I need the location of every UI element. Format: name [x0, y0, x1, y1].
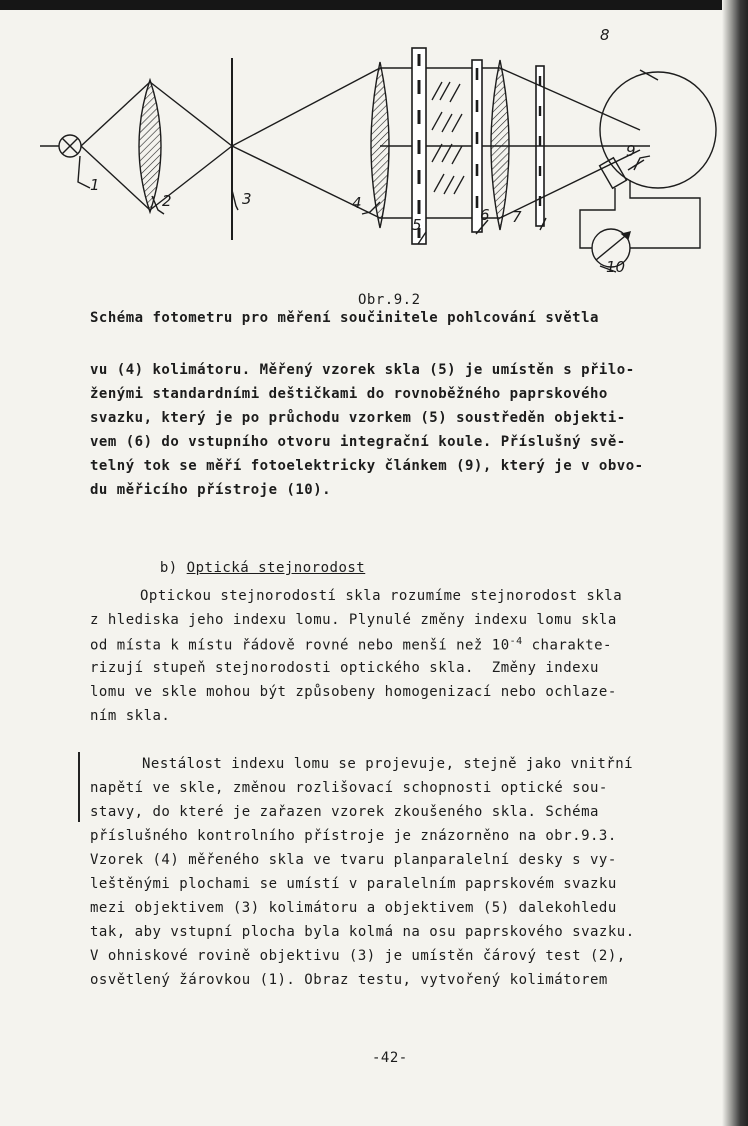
text-line	[90, 636, 612, 654]
text-line: Optickou stejnorodostí skla rozumíme stejnorodost skla	[140, 588, 623, 604]
standard-plates	[432, 82, 464, 194]
photocell	[600, 158, 627, 189]
label-9: 9	[626, 142, 636, 160]
figure-number: Obr.9.2	[358, 292, 421, 308]
label-4: 4	[352, 194, 362, 212]
label-10: 10	[606, 258, 626, 276]
integrating-sphere	[600, 72, 716, 188]
text-line: rizují stupeň stejnorodosti optického skla. Změny indexu	[90, 660, 599, 676]
text-segment: charakte-	[522, 637, 612, 654]
text-line: Vzorek (4) měřeného skla ve tvaru planparalelní desky s vy-	[90, 852, 617, 868]
text-line: napětí ve skle, změnou rozlišovací schopnosti optické sou-	[90, 780, 608, 796]
objective-lens	[491, 60, 509, 230]
text-line: stavy, do které je zařazen vzorek zkoušeného skla. Schéma	[90, 804, 599, 820]
text-line: leštěnými plochami se umístí v paralelním paprskovém svazku	[90, 876, 617, 892]
label-7: 7	[512, 208, 522, 226]
text-line: lomu ve skle mohou být způsobeny homogenizací nebo ochlaze-	[90, 684, 617, 700]
section-heading	[142, 544, 365, 576]
text-line: tak, aby vstupní plocha byla kolmá na osu paprskového svazku.	[90, 924, 635, 940]
photometer-schematic	[40, 20, 730, 290]
text-line: svazku, který je po průchodu vzorkem (5) soustředěn objekti-	[90, 410, 626, 426]
text-line: ženými standardními deštičkami do rovnoběžného paprskového	[90, 386, 608, 402]
text-line: vem (6) do vstupního otvoru integrační koule. Příslušný svě-	[90, 434, 626, 450]
text-line: vu (4) kolimátoru. Měřený vzorek skla (5) je umístěn s přilo-	[90, 362, 635, 378]
condenser-lens	[139, 80, 161, 212]
text-line: ním skla.	[90, 708, 171, 724]
text-line: V ohniskové rovině objektivu (3) je umístěn čárový test (2),	[90, 948, 626, 964]
page-number: -42-	[372, 1050, 408, 1066]
scan-top-edge	[0, 0, 748, 10]
text-line: du měřicího přístroje (10).	[90, 482, 332, 498]
text-line: Nestálost indexu lomu se projevuje, stejně jako vnitřní	[142, 756, 634, 772]
margin-mark	[78, 752, 80, 822]
label-3: 3	[242, 190, 252, 208]
text-line: z hlediska jeho indexu lomu. Plynulé změny indexu lomu skla	[90, 612, 617, 628]
label-5: 5	[412, 216, 422, 234]
figure-caption: Schéma fotometru pro měření součinitele pohlcování světla	[90, 310, 599, 326]
text-segment: od místa k místu řádově rovné nebo menší než 10	[90, 637, 510, 654]
text-line: mezi objektivem (3) kolimátoru a objektivem (5) dalekohledu	[90, 900, 617, 916]
label-6: 6	[480, 206, 490, 224]
section-title: Optická stejnorodost	[186, 560, 366, 576]
text-line: osvětlený žárovkou (1). Obraz testu, vytvořený kolimátorem	[90, 972, 608, 988]
label-2: 2	[162, 192, 172, 210]
exponent: -4	[509, 636, 523, 647]
label-8: 8	[600, 26, 610, 44]
section-prefix: b)	[159, 560, 187, 576]
label-1: 1	[90, 176, 100, 194]
collimator-lens	[371, 62, 389, 228]
text-line: telný tok se měří fotoelektricky článkem (9), který je v obvo-	[90, 458, 644, 474]
text-line: příslušného kontrolního přístroje je znázorněno na obr.9.3.	[90, 828, 617, 844]
